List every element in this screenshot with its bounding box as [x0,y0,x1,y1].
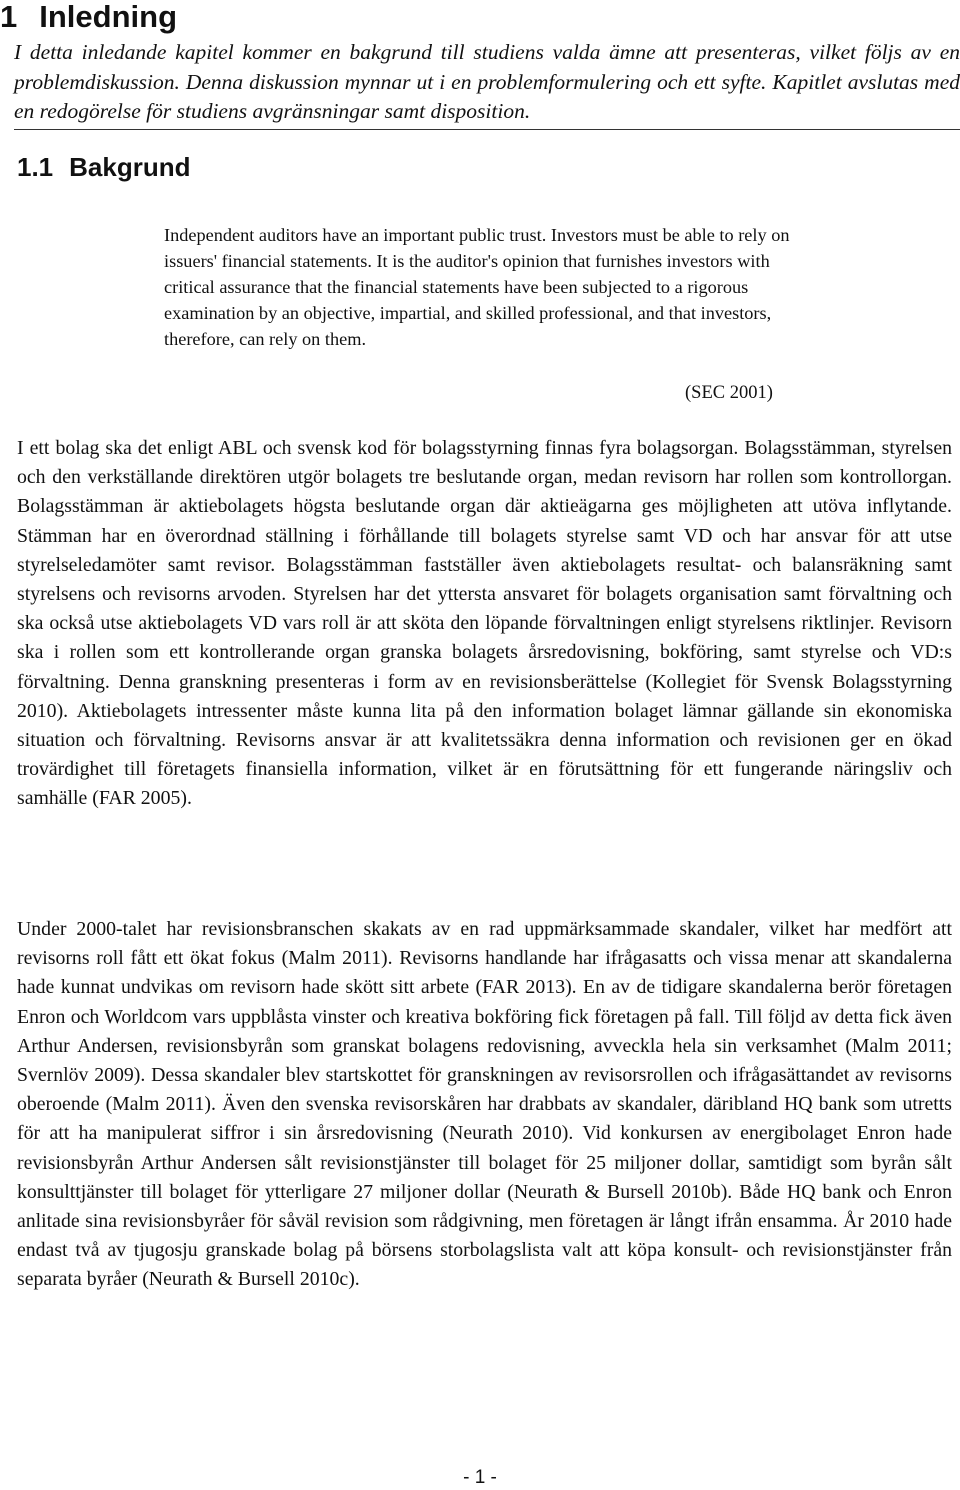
quote-citation: (SEC 2001) [685,383,773,403]
chapter-number: 1 [0,0,18,34]
section-heading [17,151,191,183]
chapter-title: Inledning [39,0,178,34]
block-quote: Independent auditors have an important public trust. Investors must be able to rely on issuers' financial statements. It is the auditor's opinion that furnishes investors with critical assurance that the financial statements have been subjected to a rigorous examination by an objective, impartial, and skilled professional, and that investors, therefore, can rely on them. [164,225,790,349]
chapter-heading [0,0,177,34]
chapter-intro: I detta inledande kapitel kommer en bakgrund till studiens valda ämne att presenteras, vilket följs av en problemdiskussion. Denna diskussion mynnar ut i en problemformulering och ett syfte. Kapitlet avslutas med en redogörelse för studiens avgränsningar samt disposition. [14,40,960,123]
body-paragraph: Under 2000-talet har revisionsbranschen skakats av en rad uppmärksammade skandaler, vilket har medfört att revisorns roll fått ett ökat fokus (Malm 2011). Revisorns handlande har ifrågasatts och vissa menar att skandalerna hade kunnat undvikas om revisorn hade skött sitt arbete (FAR 2013). En av de tidigare skandalerna berör företagen Enron och Worldcom vars uppblåsta vinster och kreativa bokföring fick företagen på fall. Till följd av detta fick även Arthur Andersen, revisionsbyrån som granskat bolagens redovisning, avveckla hela sin verksamhet (Malm 2011; Svernlöv 2009). Dessa skandaler blev startskottet för granskningen av revisorsrollen och ifrågasättandet av revisorns oberoende (Malm 2011). Även den svenska revisorskåren har drabbats av skandaler, däribland HQ bank som utretts för att ha manipulerat siffror i sin årsredovisning (Neurath 2010). Vid konkursen av energibolaget Enron hade revisionsbyrån Arthur Andersen sålt revisionstjänster till bolaget för 25 miljoner dollar, samtidigt som byrån sålt konsulttjänster till bolaget för ytterligare 27 miljoner dollar (Neurath & Bursell 2010b). Både HQ bank och Enron anlitade sina revisionsbyråer för såväl revision som rådgivning, men företagen är långt ifrån ensamma. År 2010 hade endast två av tjugosju granskade bolag på börsens storbolagslista valt att köpa konsult- och revisionstjänster från separata byråer (Neurath & Bursell 2010c). [17,918,952,1291]
section-number: 1.1 [17,152,54,182]
page-number: - 1 - [463,1467,497,1488]
intro-divider [14,129,960,130]
body-paragraph: I ett bolag ska det enligt ABL och svensk kod för bolagsstyrning finnas fyra bolagsorgan. Bolagsstämman, styrelsen och den verkställande direktören utgör bolagets tre beslutande organ, medan revisorn har rollen som kontrollorgan. Bolagsstämman är aktiebolagets högsta beslutande organ där aktieägarna ges möjligheten att utöva inflytande. Stämman har en överordnad ställning i förhållande till bolagets styrelse samt VD och har ansvar för att utse styrelseledamöter samt revisor. Bolagsstämman fastställer även aktiebolagets resultat- och balansräkning samt styrelsens och revisorns arvoden. Styrelsen har det yttersta ansvaret för bolagets organisation samt förvaltning och ska också utse aktiebolagets VD vars roll är att sköta den löpande förvaltningen enligt styrelsens riktlinjer. Revisorn ska i rollen som ett kontrollerande organ granska bolagets årsredovisning, bokföring, samt styrelse och VD:s förvaltning. Denna granskning presenteras i form av en revisionsberättelse (Kollegiet för Svensk Bolagsstyrning 2010). Aktiebolagets intressenter måste kunna lita på den information bolaget lämnar gällande sin ekonomiska situation och förvaltning. Revisorns ansvar är att kvalitetssäkra denna information och revisionen ger en ökad trovärdighet till företagets finansiella information, vilket är en förutsättning för ett fungerande näringsliv och samhälle (FAR 2005). [17,437,952,810]
section-title: Bakgrund [69,152,191,182]
